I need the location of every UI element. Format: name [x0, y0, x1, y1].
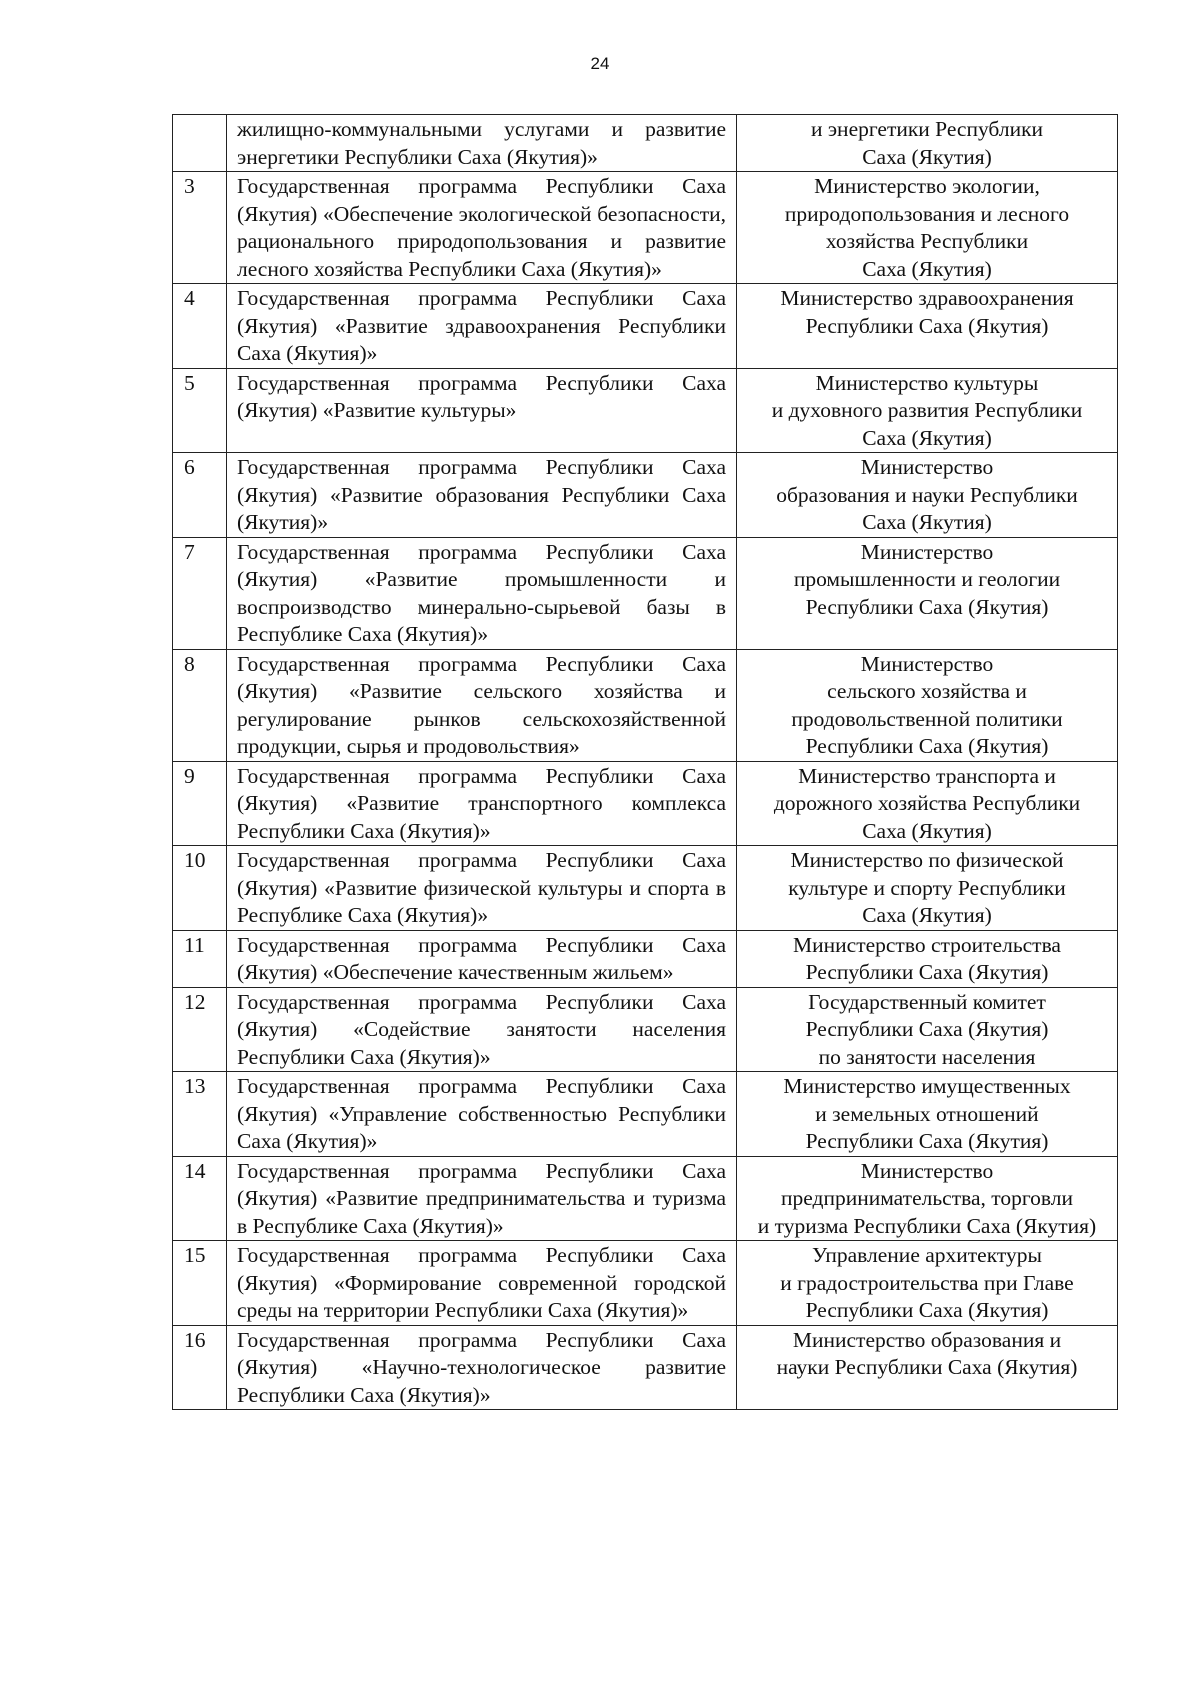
program-name: Государственная программа Республики Саха (Якутия) «Развитие физической культуры и спорта в Республике Саха (Якутия)»	[227, 846, 737, 931]
table-row	[173, 1156, 1118, 1241]
ministry-cell	[737, 115, 1118, 172]
program-name: Государственная программа Республики Саха (Якутия) «Развитие сельского хозяйства и регулирование рынков сельскохозяйственной продукции, сырья и продовольствия»	[227, 649, 737, 761]
row-number: 3	[173, 172, 227, 284]
row-number: 9	[173, 761, 227, 846]
ministry-cell	[737, 1156, 1118, 1241]
ministry-cell	[737, 987, 1118, 1072]
responsible-ministry: Государственный комитет Республики Саха (Якутия) по занятости населения	[805, 989, 1049, 1069]
ministry-cell	[737, 1325, 1118, 1410]
ministry-cell	[737, 368, 1118, 453]
row-number: 6	[173, 453, 227, 538]
program-name: Государственная программа Республики Саха (Якутия) «Развитие промышленности и воспроизводство минерально-сырьевой базы в Республике Саха (Якутия)»	[227, 537, 737, 649]
row-number	[173, 115, 227, 172]
program-name: Государственная программа Республики Саха (Якутия) «Обеспечение качественным жильем»	[227, 930, 737, 987]
row-number: 4	[173, 284, 227, 369]
table-row	[173, 846, 1118, 931]
row-number: 12	[173, 987, 227, 1072]
row-number: 7	[173, 537, 227, 649]
responsible-ministry: Управление архитектуры и градостроительства при Главе Республики Саха (Якутия)	[780, 1243, 1074, 1322]
ministry-cell	[737, 1072, 1118, 1157]
responsible-ministry: Министерство по физической культуре и спорту Республики Саха (Якутия)	[788, 848, 1066, 927]
row-number: 16	[173, 1325, 227, 1410]
table-row	[173, 1072, 1118, 1157]
table-row	[173, 987, 1118, 1072]
row-number: 13	[173, 1072, 227, 1157]
responsible-ministry: Министерство промышленности и геологии Республики Саха (Якутия)	[793, 539, 1061, 619]
responsible-ministry: Министерство имущественных и земельных отношений Республики Саха (Якутия)	[783, 1074, 1071, 1153]
row-number: 8	[173, 649, 227, 761]
table-row	[173, 1325, 1118, 1410]
responsible-ministry: Министерство здравоохранения Республики Саха (Якутия)	[780, 286, 1074, 338]
table-row	[173, 930, 1118, 987]
program-name: Государственная программа Республики Саха (Якутия) «Развитие здравоохранения Республики Саха (Якутия)»	[227, 284, 737, 369]
program-name: Государственная программа Республики Саха (Якутия) «Формирование современной городской среды на территории Республики Саха (Якутия)»	[227, 1241, 737, 1326]
ministry-cell	[737, 284, 1118, 369]
row-number: 11	[173, 930, 227, 987]
ministry-cell	[737, 930, 1118, 987]
program-name: Государственная программа Республики Саха (Якутия) «Развитие транспортного комплекса Республики Саха (Якутия)»	[227, 761, 737, 846]
program-name: Государственная программа Республики Саха (Якутия) «Развитие предпринимательства и туризма в Республике Саха (Якутия)»	[227, 1156, 737, 1241]
program-name: Государственная программа Республики Саха (Якутия) «Развитие образования Республики Саха (Якутия)»	[227, 453, 737, 538]
ministry-cell	[737, 537, 1118, 649]
table-row	[173, 115, 1118, 172]
programs-table	[172, 114, 1118, 1410]
responsible-ministry: Министерство предпринимательства, торговли и туризма Республики Саха (Якутия)	[757, 1158, 1097, 1238]
row-number: 14	[173, 1156, 227, 1241]
table-row	[173, 537, 1118, 649]
programs-table-body	[173, 115, 1118, 1410]
row-number: 15	[173, 1241, 227, 1326]
responsible-ministry: Министерство экологии, природопользования и лесного хозяйства Республики Саха (Якутия)	[784, 174, 1070, 281]
responsible-ministry: Министерство культуры и духовного развития Республики Саха (Якутия)	[771, 370, 1083, 450]
ministry-cell	[737, 761, 1118, 846]
table-row	[173, 284, 1118, 369]
responsible-ministry: Министерство сельского хозяйства и продовольственной политики Республики Саха (Якутия)	[791, 651, 1063, 758]
page-number: 24	[590, 54, 610, 73]
ministry-cell	[737, 1241, 1118, 1326]
row-number: 10	[173, 846, 227, 931]
table-row	[173, 172, 1118, 284]
responsible-ministry: Министерство образования и науки Республики Саха (Якутия)	[776, 1327, 1078, 1379]
table-row	[173, 649, 1118, 761]
responsible-ministry: и энергетики Республики Саха (Якутия)	[810, 117, 1044, 169]
table-row	[173, 761, 1118, 846]
row-number: 5	[173, 368, 227, 453]
table-row	[173, 453, 1118, 538]
responsible-ministry: Министерство транспорта и дорожного хозяйства Республики Саха (Якутия)	[773, 763, 1081, 843]
program-name: Государственная программа Республики Саха (Якутия) «Содействие занятости населения Республики Саха (Якутия)»	[227, 987, 737, 1072]
program-name: Государственная программа Республики Саха (Якутия) «Развитие культуры»	[227, 368, 737, 453]
responsible-ministry: Министерство строительства Республики Саха (Якутия)	[793, 932, 1061, 984]
program-name: Государственная программа Республики Саха (Якутия) «Управление собственностью Республики Саха (Якутия)»	[227, 1072, 737, 1157]
ministry-cell	[737, 453, 1118, 538]
responsible-ministry: Министерство образования и науки Республики Саха (Якутия)	[776, 455, 1078, 534]
program-name: Государственная программа Республики Саха (Якутия) «Научно-технологическое развитие Республики Саха (Якутия)»	[227, 1325, 737, 1410]
ministry-cell	[737, 649, 1118, 761]
table-row	[173, 1241, 1118, 1326]
program-name: Государственная программа Республики Саха (Якутия) «Обеспечение экологической безопасности, рационального природопользования и развитие лесного хозяйства Республики Саха (Якутия)»	[227, 172, 737, 284]
program-name: жилищно-коммунальными услугами и развитие энергетики Республики Саха (Якутия)»	[227, 115, 737, 172]
ministry-cell	[737, 172, 1118, 284]
table-row	[173, 368, 1118, 453]
ministry-cell	[737, 846, 1118, 931]
